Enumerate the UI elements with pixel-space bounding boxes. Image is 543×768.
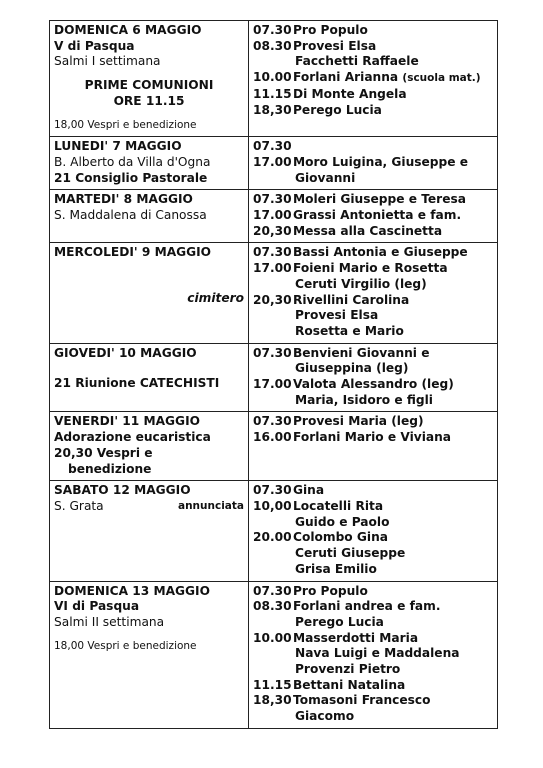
mass-intention: Giacomo (295, 709, 355, 724)
mass-time: 07.30 (253, 583, 292, 598)
mass-intention: Forlani andrea e fam. (293, 599, 441, 614)
mass-intention: Provesi Maria (leg) (293, 414, 424, 429)
mass-intention: Perego Lucia (295, 614, 384, 629)
mass-intention: Gina (293, 483, 325, 498)
mass-entry (253, 483, 493, 499)
mass-entry (253, 39, 493, 55)
day-title: DOMENICA 13 MAGGIO (54, 583, 210, 598)
day-title: MARTEDI' 8 MAGGIO (54, 192, 193, 207)
day-row (50, 412, 498, 481)
special-time: ORE 11.15 (113, 93, 185, 108)
mass-intention: Provesi Elsa (293, 38, 377, 53)
mass-time: 20,30 (253, 223, 292, 238)
mass-intention: Provenzi Pietro (295, 662, 401, 677)
mass-intention: Pro Populo (293, 583, 368, 598)
day-row (50, 343, 498, 412)
mass-intention: Valota Alessandro (leg) (293, 377, 454, 392)
day-note: Salmi I settimana (54, 54, 161, 69)
mass-time: 08.30 (253, 599, 292, 614)
mass-time: 20,30 (253, 292, 292, 307)
mass-intention: Ceruti Virgilio (leg) (295, 276, 427, 291)
day-adoration: Adorazione eucaristica (54, 430, 211, 445)
mass-intention: Nava Luigi e Maddalena (295, 646, 460, 661)
day-title: MERCOLEDI' 9 MAGGIO (54, 245, 212, 260)
mass-intention: Perego Lucia (293, 102, 382, 117)
evening-service: 18,00 Vespri e benedizione (54, 639, 197, 652)
evening-service: 18,00 Vespri e benedizione (54, 118, 197, 131)
mass-entry (253, 155, 493, 171)
mass-entry (253, 87, 493, 103)
day-note-right: annunciata (178, 499, 244, 512)
day-row (50, 190, 498, 243)
mass-time: 07.30 (253, 483, 292, 498)
mass-time: 11.15 (253, 677, 292, 692)
mass-intention: Masserdotti Maria (293, 630, 419, 645)
mass-list (249, 190, 498, 243)
mass-intention: Di Monte Angela (293, 86, 407, 101)
mass-time: 07.30 (253, 245, 292, 260)
day-row (50, 243, 498, 343)
mass-entry (253, 346, 493, 362)
mass-time: 16.00 (253, 430, 292, 445)
mass-time: 10.00 (253, 70, 292, 85)
mass-entry (253, 293, 493, 309)
mass-intention: Ceruti Giuseppe (295, 546, 406, 561)
day-info (50, 21, 249, 137)
mass-time: 07.30 (253, 192, 292, 207)
mass-entry (253, 599, 493, 615)
mass-time: 17.00 (253, 377, 292, 392)
day-title: DOMENICA 6 MAGGIO (54, 23, 202, 37)
mass-list (249, 481, 498, 581)
mass-time: 07.30 (253, 414, 292, 429)
day-row (50, 21, 498, 137)
mass-time: 11.15 (253, 86, 292, 101)
mass-entry (253, 530, 493, 546)
day-title: VENERDI' 11 MAGGIO (54, 414, 200, 429)
mass-extra: (scuola mat.) (402, 72, 481, 85)
mass-time: 08.30 (253, 38, 292, 53)
mass-intention: Giovanni (295, 170, 356, 185)
mass-intention: Forlani Arianna (293, 70, 399, 85)
day-place: cimitero (187, 291, 244, 306)
mass-entry (253, 584, 493, 600)
mass-intention: Provesi Elsa (295, 308, 379, 323)
day-event: 21 Riunione CATECHISTI (54, 376, 220, 391)
mass-intention: Pro Populo (293, 23, 368, 37)
mass-entry (253, 414, 493, 430)
day-title: SABATO 12 MAGGIO (54, 483, 191, 498)
mass-time: 17.00 (253, 261, 292, 276)
day-title: GIOVEDI' 10 MAGGIO (54, 345, 197, 360)
mass-entry (253, 23, 493, 39)
mass-intention: Maria, Isidoro e figli (295, 392, 433, 407)
mass-entry (253, 139, 493, 155)
day-subtitle: VI di Pasqua (54, 599, 140, 614)
mass-list (249, 343, 498, 412)
mass-time: 07.30 (253, 345, 292, 360)
day-event: 21 Consiglio Pastorale (54, 170, 208, 185)
mass-intention: Bettani Natalina (293, 677, 406, 692)
mass-entry (253, 377, 493, 393)
day-info (50, 343, 249, 412)
mass-entry (253, 224, 493, 240)
day-note: Salmi II settimana (54, 614, 165, 629)
day-info (50, 412, 249, 481)
mass-entry (253, 208, 493, 224)
day-row (50, 137, 498, 190)
mass-time: 07.30 (253, 139, 292, 154)
mass-entry (253, 499, 493, 515)
mass-intention: Grassi Antonietta e fam. (293, 208, 462, 223)
mass-intention: Moleri Giuseppe e Teresa (293, 192, 466, 207)
day-info (50, 581, 249, 728)
mass-intention: Tomasoni Francesco (293, 693, 431, 708)
mass-intention: Grisa Emilio (295, 561, 377, 576)
mass-intention: Rivellini Carolina (293, 292, 410, 307)
mass-intention: Colombo Gina (293, 530, 388, 545)
mass-time: 20.00 (253, 530, 292, 545)
mass-list (249, 137, 498, 190)
mass-intention: Rosetta e Mario (295, 323, 404, 338)
day-info (50, 137, 249, 190)
mass-entry (253, 693, 493, 709)
day-vespers-cont: benedizione (68, 461, 152, 476)
mass-entry (253, 103, 493, 119)
mass-intention: Messa alla Cascinetta (293, 223, 443, 238)
mass-list (249, 581, 498, 728)
day-row (50, 581, 498, 728)
mass-time: 10.00 (253, 630, 292, 645)
mass-entry (253, 631, 493, 647)
mass-entry (253, 261, 493, 277)
mass-entry (253, 678, 493, 694)
mass-intention: Guido e Paolo (295, 514, 390, 529)
mass-time: 07.30 (253, 23, 292, 37)
day-subtitle: V di Pasqua (54, 38, 135, 53)
day-title: LUNEDI' 7 MAGGIO (54, 139, 182, 154)
day-row (50, 481, 498, 581)
day-note: B. Alberto da Villa d'Ogna (54, 154, 211, 169)
mass-time: 17.00 (253, 208, 292, 223)
mass-intention: Facchetti Raffaele (295, 54, 419, 69)
day-note: S. Grata (54, 498, 104, 513)
mass-intention: Bassi Antonia e Giuseppe (293, 245, 468, 260)
mass-intention: Giuseppina (leg) (295, 361, 409, 376)
mass-list (249, 412, 498, 481)
special-event: PRIME COMUNIONI (84, 78, 214, 93)
mass-time: 10,00 (253, 498, 292, 513)
mass-time: 17.00 (253, 154, 292, 169)
day-note: S. Maddalena di Canossa (54, 208, 207, 223)
mass-list (249, 21, 498, 137)
mass-entry (253, 70, 493, 87)
mass-time: 18,30 (253, 693, 292, 708)
day-vespers: 20,30 Vespri e (54, 445, 153, 460)
day-info (50, 243, 249, 343)
mass-entry (253, 430, 493, 446)
schedule-table (49, 20, 498, 729)
day-info (50, 190, 249, 243)
mass-entry (253, 192, 493, 208)
day-info (50, 481, 249, 581)
mass-entry (253, 245, 493, 261)
mass-intention: Benvieni Giovanni e (293, 345, 430, 360)
mass-time: 18,30 (253, 102, 292, 117)
mass-intention: Foieni Mario e Rosetta (293, 261, 448, 276)
day-note-row (54, 499, 244, 515)
mass-intention: Locatelli Rita (293, 498, 384, 513)
mass-intention: Forlani Mario e Viviana (293, 430, 452, 445)
mass-list (249, 243, 498, 343)
mass-intention: Moro Luigina, Giuseppe e (293, 154, 469, 169)
